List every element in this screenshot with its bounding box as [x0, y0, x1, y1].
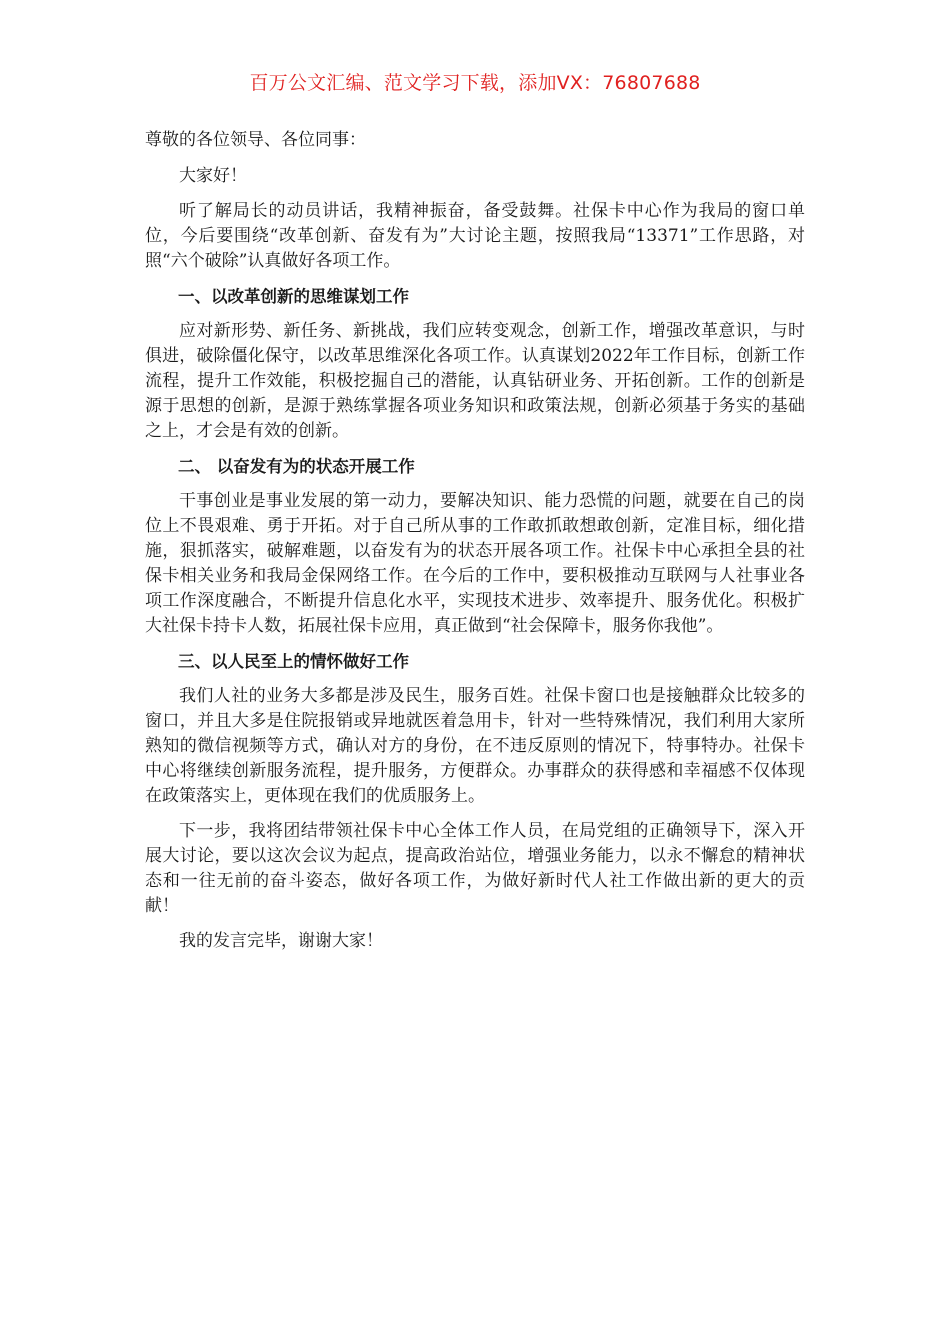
closing-paragraph: 我的发言完毕，谢谢大家！ — [179, 931, 383, 951]
section-3-body: 我们人社的业务大多都是涉及民生，服务百姓。社保卡窗口也是接触群众比较多的窗口，并且大多是住院报销或异地就医着急用卡，针对一些特殊情况，我们利用大家所熟知的微信视频等方式，确认对方的身份，在不违反原则的情况下，特事特办。社保卡中心将继续创新服务流程，提升服务，方便群众。办事群众的获得感和幸福感不仅体现在政策落实上，更体现在我们的优质服务上。 — [145, 686, 805, 806]
intro-paragraph: 听了解局长的动员讲话，我精神振奋，备受鼓舞。社保卡中心作为我局的窗口单位，今后要围绕“改革创新、奋发有为”大讨论主题，按照我局“13371”工作思路，对照“六个破除”认真做好各项工作。 — [145, 201, 805, 271]
speech-body — [145, 128, 805, 964]
section-2-heading: 二、 以奋发有为的状态开展工作 — [178, 457, 415, 476]
section-3-heading: 三、以人民至上的情怀做好工作 — [178, 652, 409, 671]
greeting: 大家好！ — [179, 166, 247, 186]
salutation: 尊敬的各位领导、各位同事： — [145, 130, 366, 150]
section-2-body: 干事创业是事业发展的第一动力，要解决知识、能力恐慌的问题，就要在自己的岗位上不畏艰难、勇于开拓。对于自己所从事的工作敢抓敢想敢创新，定准目标，细化措施，狠抓落实，破解难题，以奋发有为的状态开展各项工作。社保卡中心承担全县的社保卡相关业务和我局金保网络工作。在今后的工作中，要积极推动互联网与人社事业各项工作深度融合，不断提升信息化水平，实现技术进步、效率提升、服务优化。积极扩大社保卡持卡人数，拓展社保卡应用，真正做到“社会保障卡，服务你我他”。 — [145, 491, 805, 636]
section-1-heading: 一、以改革创新的思维谋划工作 — [178, 287, 409, 306]
section-1-body: 应对新形势、新任务、新挑战，我们应转变观念，创新工作，增强改革意识，与时俱进，破除僵化保守，以改革思维深化各项工作。认真谋划2022年工作目标，创新工作流程，提升工作效能，积极挖掘自己的潜能，认真钻研业务、开拓创新。工作的创新是源于思想的创新，是源于熟练掌握各项业务知识和政策法规，创新必须基于务实的基础之上，才会是有效的创新。 — [145, 321, 805, 441]
next-step-paragraph: 下一步，我将团结带领社保卡中心全体工作人员，在局党组的正确领导下，深入开展大讨论，要以这次会议为起点，提高政治站位，增强业务能力，以永不懈怠的精神状态和一往无前的奋斗姿态，做好各项工作，为做好新时代人社工作做出新的更大的贡献！ — [145, 821, 805, 916]
watermark-header: 百万公文汇编、范文学习下载，添加VX：76807688 — [249, 72, 701, 94]
